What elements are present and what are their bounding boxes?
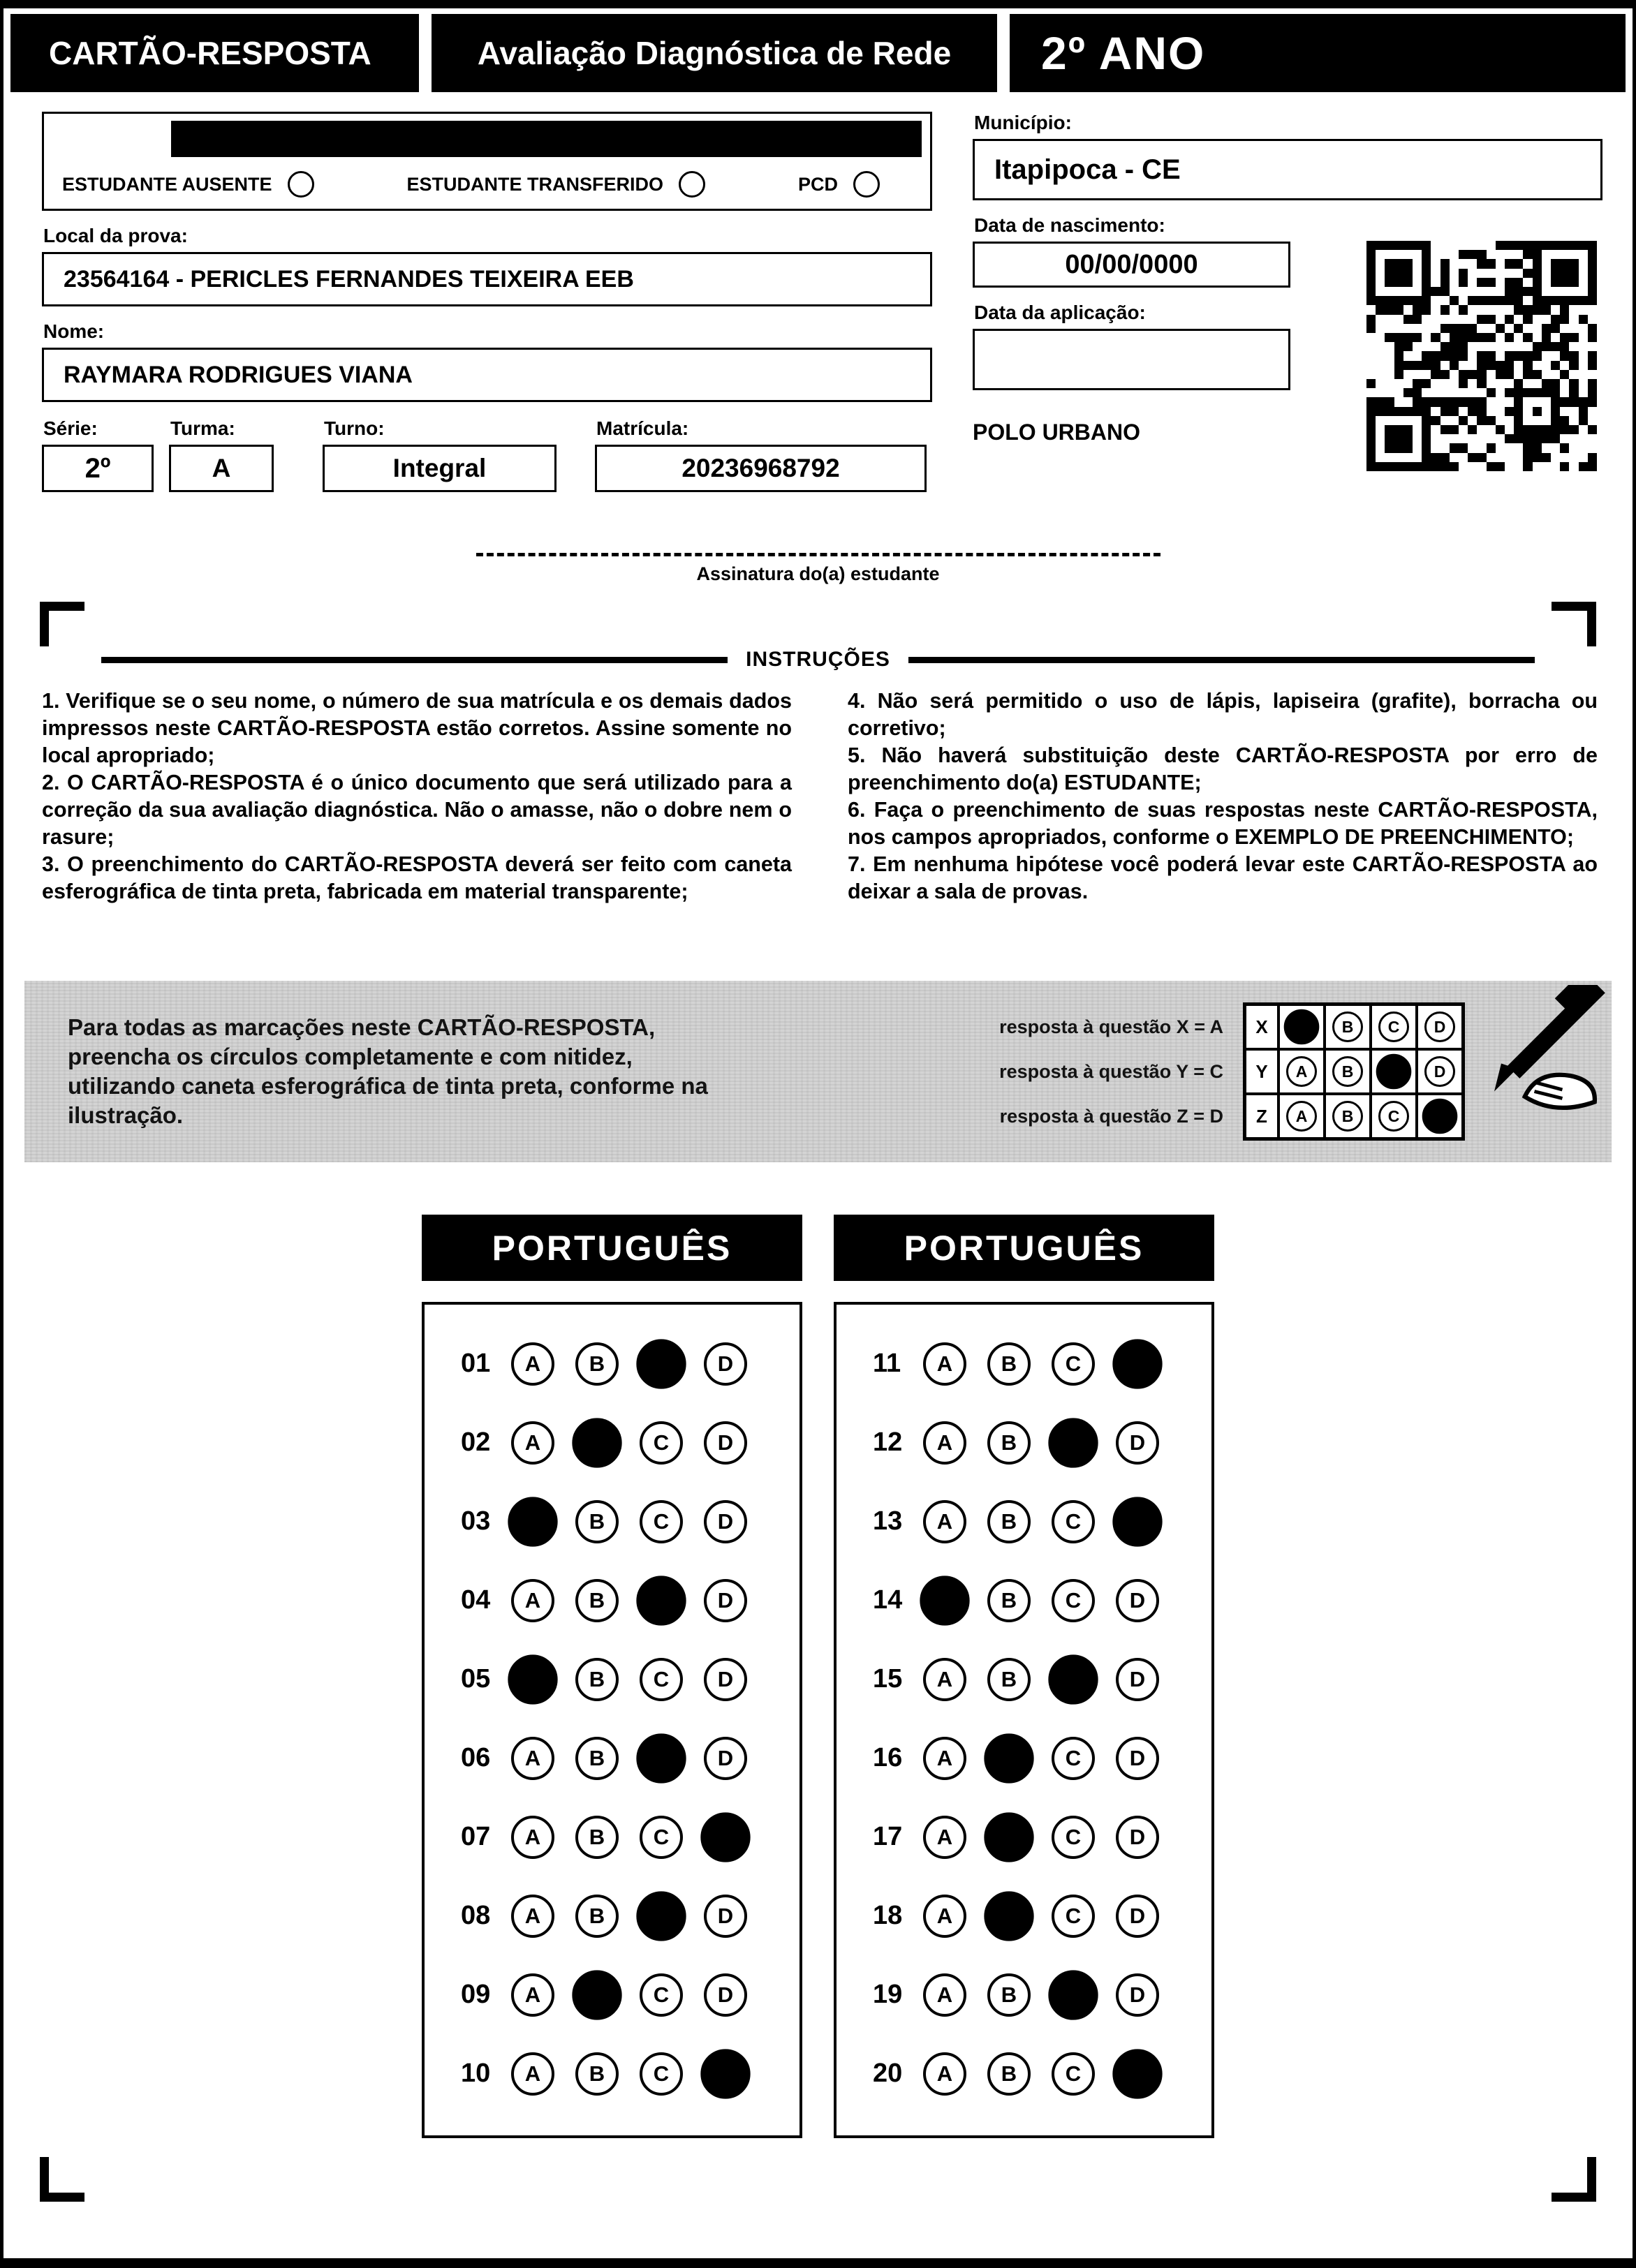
answer-bubble[interactable]: A [511, 1973, 554, 2017]
answer-bubble[interactable]: B [575, 1816, 619, 1859]
nome-field [42, 348, 932, 402]
example-bubble-filled[interactable] [1422, 1099, 1458, 1134]
nascimento-field [973, 242, 1290, 288]
question-number: 17 [873, 1822, 903, 1851]
answer-bubble[interactable]: D [704, 1579, 747, 1622]
turno-label: Turno: [324, 417, 385, 439]
answer-bubble[interactable]: A [923, 1421, 966, 1465]
header [10, 14, 1626, 92]
answers-column-2 [834, 1215, 1214, 2138]
example-note: resposta à questão Y = C [999, 1061, 1223, 1082]
answer-bubble[interactable]: A [923, 1658, 966, 1701]
serie-turma-turno-matricula-row [42, 402, 932, 492]
status-option [407, 171, 706, 198]
turma-value: A [212, 454, 231, 482]
answer-bubble[interactable]: C [1052, 1579, 1095, 1622]
local-label: Local da prova: [43, 225, 188, 246]
answer-bubble[interactable]: C [1052, 1500, 1095, 1543]
signature-label: Assinatura do(a) estudante [696, 563, 940, 584]
nome-value: RAYMARA RODRIGUES VIANA [64, 361, 413, 388]
example-cell [1325, 1094, 1371, 1139]
example-grid [1243, 1002, 1465, 1141]
aplicacao-field [973, 329, 1290, 390]
answer-bubble[interactable]: A [923, 2052, 966, 2096]
question-row [873, 2034, 1211, 2113]
answer-bubble-filled[interactable] [700, 2049, 750, 2098]
answer-bubble[interactable]: B [987, 1973, 1031, 2017]
qr-code [1366, 241, 1597, 471]
assessment-title: Avaliação Diagnóstica de Rede [432, 14, 997, 92]
municipio-label: Município: [974, 112, 1072, 133]
answer-bubble[interactable]: D [704, 1342, 747, 1386]
example-note: resposta à questão X = A [999, 1016, 1223, 1037]
answer-bubble-filled[interactable] [984, 1812, 1033, 1862]
answer-bubble-filled[interactable] [1112, 1339, 1162, 1388]
nascimento-label: Data de nascimento: [974, 214, 1165, 236]
question-row [461, 1482, 799, 1561]
answer-bubble[interactable]: A [511, 1737, 554, 1780]
example-cell [1371, 1049, 1417, 1094]
status-circle[interactable] [679, 171, 705, 198]
question-row [873, 1482, 1211, 1561]
crop-mark-top-right [1552, 602, 1596, 646]
question-row [873, 1955, 1211, 2034]
question-number: 16 [873, 1743, 903, 1772]
example-cell [1325, 1049, 1371, 1094]
bottom-border-strip [3, 2258, 1633, 2268]
question-row [873, 1719, 1211, 1798]
answer-bubble[interactable]: C [640, 1500, 683, 1543]
status-option-label: PCD [797, 173, 838, 195]
answer-bubble-filled[interactable] [572, 1970, 621, 2019]
question-row [461, 1955, 799, 2034]
answer-bubble[interactable]: A [511, 1895, 554, 1938]
question-number: 07 [461, 1822, 491, 1851]
serie-field [42, 445, 154, 492]
status-option-label: ESTUDANTE AUSENTE [62, 173, 272, 195]
example-bubble-filled[interactable] [1376, 1054, 1412, 1090]
local-field [42, 252, 932, 306]
question-number: 14 [873, 1585, 903, 1615]
answer-bubble[interactable]: D [1116, 1816, 1159, 1859]
answer-bubble[interactable]: A [923, 1816, 966, 1859]
example-grid-row [1245, 1094, 1463, 1139]
status-circle[interactable] [853, 171, 880, 198]
matricula-label: Matrícula: [596, 417, 689, 439]
answer-bubble[interactable]: D [704, 1895, 747, 1938]
status-option-label: ESTUDANTE TRANSFERIDO [406, 173, 664, 195]
answer-bubble[interactable]: B [987, 2052, 1031, 2096]
answer-bubble[interactable]: A [923, 1973, 966, 2017]
answer-bubble[interactable]: C [1052, 2052, 1095, 2096]
answer-bubble[interactable]: D [1116, 1973, 1159, 2017]
question-row [461, 2034, 799, 2113]
subject-header-1: PORTUGUÊS [422, 1215, 802, 1281]
answer-bubble-filled[interactable] [984, 1891, 1033, 1941]
instructions-rule-right [908, 657, 1535, 663]
example-bubble[interactable]: B [1332, 1056, 1363, 1087]
municipio-value: Itapipoca - CE [994, 154, 1181, 185]
question-number: 15 [873, 1664, 903, 1693]
answer-bubble[interactable]: A [923, 1500, 966, 1543]
answer-bubble[interactable]: D [704, 1658, 747, 1701]
answer-bubble[interactable]: C [1052, 1342, 1095, 1386]
answers-box-1 [422, 1302, 802, 2138]
answer-bubble[interactable]: D [704, 1421, 747, 1465]
instructions-column-right [848, 688, 1598, 905]
hand-pen-illustration [1459, 985, 1606, 1114]
serie-label: Série: [43, 417, 98, 439]
instruction-item: 2. O CARTÃO-RESPOSTA é o único documento que será utilizado para a correção da sua avaliação diagnóstica. Não o amasse, não o dobre nem o rasure; [42, 771, 792, 849]
status-option [62, 171, 314, 198]
question-row [873, 1561, 1211, 1640]
answer-bubble-filled[interactable] [1112, 1497, 1162, 1546]
answer-bubble-filled[interactable] [700, 1812, 750, 1862]
question-number: 12 [873, 1428, 903, 1457]
instructions-section [42, 688, 1598, 905]
answer-bubble[interactable]: D [1116, 1579, 1159, 1622]
status-box [42, 112, 932, 211]
answer-bubble-filled[interactable] [920, 1576, 969, 1625]
example-bubble[interactable]: D [1424, 1011, 1455, 1042]
question-row [873, 1798, 1211, 1876]
example-cell [1325, 1005, 1371, 1049]
instruction-item: 7. Em nenhuma hipótese você poderá levar este CARTÃO-RESPOSTA ao deixar a sala de provas. [848, 852, 1598, 903]
question-number: 05 [461, 1664, 491, 1693]
example-bubble[interactable]: A [1286, 1056, 1317, 1087]
example-note: resposta à questão Z = D [999, 1106, 1223, 1127]
turma-field [169, 445, 274, 492]
answer-bubble-filled[interactable] [636, 1733, 686, 1783]
answer-bubble[interactable]: B [987, 1421, 1031, 1465]
crop-mark-top-left [40, 602, 84, 646]
student-form-left [42, 112, 932, 492]
question-number: 04 [461, 1585, 491, 1615]
instructions-column-left [42, 688, 792, 905]
nome-label: Nome: [43, 320, 105, 342]
subject-header-2: PORTUGUÊS [834, 1215, 1214, 1281]
instructions-rule-left [101, 657, 728, 663]
answer-bubble[interactable]: A [923, 1737, 966, 1780]
status-options-row [52, 171, 922, 200]
question-row [873, 1324, 1211, 1403]
example-grid-row [1245, 1005, 1463, 1049]
answer-bubble[interactable]: A [511, 1579, 554, 1622]
answer-bubble-filled[interactable] [508, 1497, 557, 1546]
example-bubble[interactable]: C [1378, 1011, 1409, 1042]
example-bubble[interactable]: D [1424, 1056, 1455, 1087]
grade-label: 2º ANO [1010, 14, 1626, 92]
sheet-title: CARTÃO-RESPOSTA [10, 14, 419, 92]
nascimento-value: 00/00/0000 [1065, 249, 1198, 279]
question-row [461, 1640, 799, 1719]
aplicacao-label: Data da aplicação: [974, 302, 1146, 323]
example-cell [1278, 1005, 1325, 1049]
question-number: 06 [461, 1743, 491, 1772]
answer-bubble[interactable]: C [640, 2052, 683, 2096]
example-row-label: X [1245, 1005, 1278, 1049]
question-row [873, 1640, 1211, 1719]
instruction-item: 3. O preenchimento do CARTÃO-RESPOSTA deverá ser feito com caneta esferográfica de tinta preta, fabricada em material transparente; [42, 852, 792, 903]
answer-bubble[interactable]: D [1116, 1421, 1159, 1465]
example-bubble[interactable]: B [1332, 1011, 1363, 1042]
local-value: 23564164 - PERICLES FERNANDES TEIXEIRA EEB [64, 265, 634, 292]
signature-line[interactable] [476, 553, 1160, 556]
question-row [461, 1403, 799, 1482]
question-row [873, 1403, 1211, 1482]
instruction-item: 1. Verifique se o seu nome, o número de sua matrícula e os demais dados impressos neste CARTÃO-RESPOSTA estão corretos. Assine somente no local apropriado; [42, 689, 792, 767]
example-cell [1417, 1094, 1463, 1139]
example-text: Para todas as marcações neste CARTÃO-RESPOSTA, preencha os círculos completamente e com nitidez, utilizando caneta esferográfica de tinta preta, conforme na ilustração. [68, 1014, 708, 1128]
question-number: 11 [873, 1349, 901, 1378]
question-number: 01 [461, 1349, 491, 1378]
answer-bubble[interactable]: D [1116, 1895, 1159, 1938]
example-cell [1371, 1094, 1417, 1139]
question-row [461, 1719, 799, 1798]
answer-bubble[interactable]: C [640, 1816, 683, 1859]
answer-bubble[interactable]: B [575, 1579, 619, 1622]
crop-mark-bottom-right [1552, 2157, 1596, 2202]
instruction-item: 6. Faça o preenchimento de suas respostas neste CARTÃO-RESPOSTA, nos campos apropriados, conforme o EXEMPLO DE PREENCHIMENTO; [848, 798, 1598, 849]
turno-field [323, 445, 557, 492]
answer-bubble-filled[interactable] [984, 1733, 1033, 1783]
answer-bubble[interactable]: A [923, 1342, 966, 1386]
municipio-field [973, 139, 1602, 200]
answer-bubble[interactable]: D [704, 1737, 747, 1780]
answer-bubble-filled[interactable] [636, 1339, 686, 1388]
signature-area [3, 553, 1633, 585]
answer-bubble[interactable]: C [640, 1973, 683, 2017]
status-option [798, 171, 880, 198]
question-number: 09 [461, 1980, 491, 2009]
redacted-bar [171, 121, 922, 157]
question-number: 13 [873, 1506, 903, 1536]
question-number: 20 [873, 2059, 903, 2088]
question-number: 08 [461, 1901, 491, 1930]
answer-bubble[interactable]: B [987, 1342, 1031, 1386]
matricula-value: 20236968792 [681, 454, 840, 482]
answer-bubble-filled[interactable] [1112, 2049, 1162, 2098]
answer-bubble[interactable]: B [575, 1342, 619, 1386]
example-cell [1278, 1049, 1325, 1094]
turno-value: Integral [392, 454, 487, 482]
example-bubble[interactable]: A [1286, 1101, 1317, 1132]
question-number: 19 [873, 1980, 903, 2009]
question-row [461, 1876, 799, 1955]
instruction-item: 4. Não será permitido o uso de lápis, lapiseira (grafite), borracha ou corretivo; [848, 689, 1598, 740]
instruction-item: 5. Não haverá substituição deste CARTÃO-RESPOSTA por erro de preenchimento do(a) ESTUDANTE; [848, 743, 1598, 794]
example-row-label: Y [1245, 1049, 1278, 1094]
polo-label: POLO URBANO [973, 420, 1140, 445]
student-form [42, 112, 1602, 492]
answer-bubble[interactable]: A [511, 1816, 554, 1859]
answer-bubble[interactable]: B [575, 1737, 619, 1780]
answer-bubble[interactable]: D [704, 1973, 747, 2017]
answer-bubble-filled[interactable] [508, 1654, 557, 1704]
top-border-strip [3, 0, 1633, 8]
example-grid-row [1245, 1049, 1463, 1094]
answer-bubble-filled[interactable] [636, 1891, 686, 1941]
answer-bubble[interactable]: A [511, 1421, 554, 1465]
answer-bubble-filled[interactable] [1048, 1418, 1098, 1467]
answer-bubble[interactable]: B [575, 1500, 619, 1543]
instructions-title: INSTRUÇÕES [746, 648, 890, 671]
answer-bubble[interactable]: B [575, 2052, 619, 2096]
answer-bubble[interactable]: D [704, 1500, 747, 1543]
answer-bubble-filled[interactable] [636, 1576, 686, 1625]
answer-bubble[interactable]: B [987, 1500, 1031, 1543]
answer-bubble[interactable]: D [1116, 1737, 1159, 1780]
question-row [461, 1798, 799, 1876]
answer-bubble[interactable]: B [987, 1658, 1031, 1701]
answer-bubble[interactable]: C [1052, 1895, 1095, 1938]
question-number: 02 [461, 1428, 491, 1457]
example-section [24, 981, 1612, 1162]
answers-column-1 [422, 1215, 802, 2138]
example-cell [1417, 1005, 1463, 1049]
crop-mark-bottom-left [40, 2157, 84, 2202]
example-notes [999, 1005, 1223, 1139]
question-number: 03 [461, 1506, 491, 1536]
answers-section [3, 1215, 1633, 2138]
answer-bubble-filled[interactable] [1048, 1654, 1098, 1704]
question-number: 18 [873, 1901, 903, 1930]
example-bubble[interactable]: B [1332, 1101, 1363, 1132]
answer-bubble[interactable]: A [511, 1342, 554, 1386]
example-bubble-filled[interactable] [1284, 1009, 1320, 1045]
instructions-header [101, 648, 1535, 672]
example-cell [1417, 1049, 1463, 1094]
example-row-label: Z [1245, 1094, 1278, 1139]
matricula-field [595, 445, 927, 492]
example-cell [1371, 1005, 1417, 1049]
turma-label: Turma: [170, 417, 235, 439]
question-row [873, 1876, 1211, 1955]
answer-bubble[interactable]: C [1052, 1816, 1095, 1859]
answer-bubble[interactable]: B [575, 1895, 619, 1938]
answer-bubble[interactable]: C [1052, 1737, 1095, 1780]
student-form-right [973, 112, 1602, 492]
answer-bubble[interactable]: B [575, 1658, 619, 1701]
answer-bubble[interactable]: A [923, 1895, 966, 1938]
answer-bubble[interactable]: C [640, 1421, 683, 1465]
answer-bubble[interactable]: C [640, 1658, 683, 1701]
answer-bubble-filled[interactable] [1048, 1970, 1098, 2019]
question-row [461, 1324, 799, 1403]
serie-value: 2º [84, 452, 111, 484]
answer-bubble[interactable]: D [1116, 1658, 1159, 1701]
status-circle[interactable] [288, 171, 314, 198]
question-number: 10 [461, 2059, 491, 2088]
answer-bubble[interactable]: B [987, 1579, 1031, 1622]
question-row [461, 1561, 799, 1640]
answer-bubble[interactable]: A [511, 2052, 554, 2096]
answer-bubble-filled[interactable] [572, 1418, 621, 1467]
example-cell [1278, 1094, 1325, 1139]
answers-box-2 [834, 1302, 1214, 2138]
example-bubble[interactable]: C [1378, 1101, 1409, 1132]
